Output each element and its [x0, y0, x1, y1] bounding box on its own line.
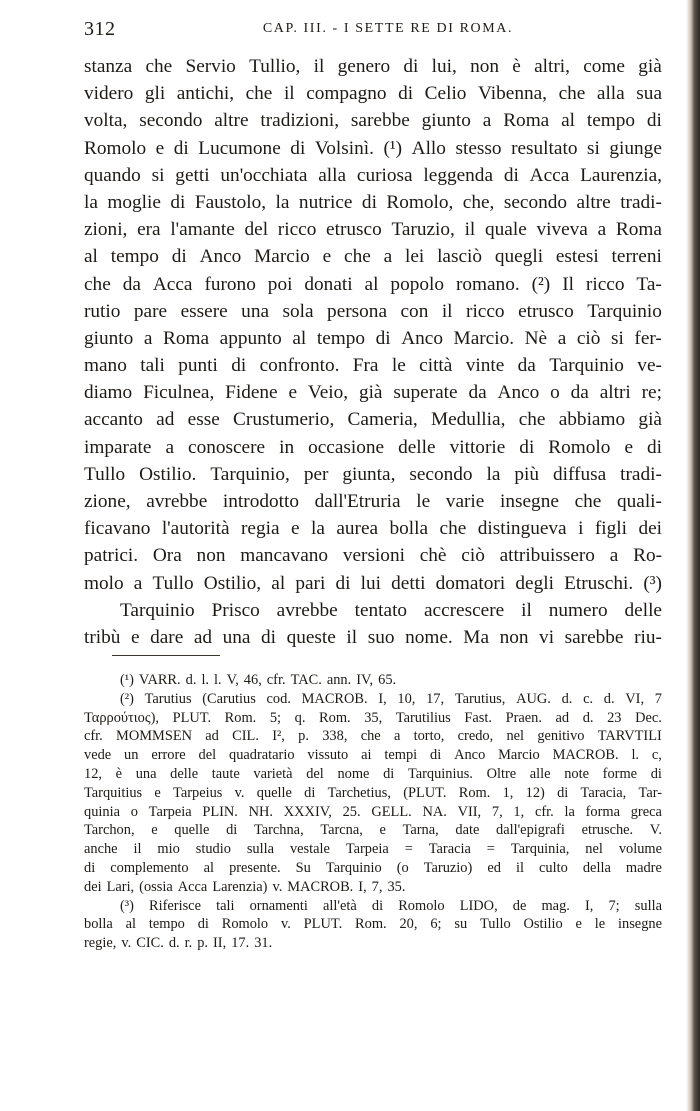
- body-line: quando si getti un'occhiata alla curiosa leggenda di Acca Laurenzia,: [84, 164, 662, 186]
- body-line: imparate a conoscere in occasione delle vittorie di Romolo e di: [84, 436, 662, 458]
- body-line: videro gli antichi, che il compagno di Celio Vibenna, che alla sua: [84, 83, 662, 105]
- body-line: tribù e dare ad una di queste il suo nome. Ma non vi sarebbe riu-: [84, 626, 662, 648]
- footnote-line: 12, è una delle taute varietà del nome di Tarquinius. Oltre alle note forme di: [84, 765, 662, 782]
- body-line: zioni, era l'amante del ricco etrusco Taruzio, il quale viveva a Roma: [84, 219, 662, 241]
- body-line: Romolo e di Lucumone di Volsinì. (¹) Allo stesso resultato si giunge: [84, 137, 662, 159]
- footnote-line: Tarchon, e quelle di Tarchna, Tarcna, e Tarna, date dall'epigrafi etrusche. V.: [84, 822, 662, 839]
- body-line: giunto a Roma appunto al tempo di Anco Marcio. Nè a ciò si fer-: [84, 327, 662, 349]
- footnote-line: vede un errore del quadratario vissuto ai tempi di Anco Marcio MACROB. l. c,: [84, 747, 662, 764]
- footnote-line: anche il mio studio sulla vestale Tarpeia = Taracia = Tarquinia, nel volume: [84, 841, 662, 858]
- body-line: ficavano l'autorità regia e la aurea bolla che distingueva i figli dei: [84, 518, 662, 540]
- footnote-line: (³) Riferisce tali ornamenti all'età di Romolo LIDO, de mag. I, 7; sulla: [120, 897, 662, 914]
- footnote-line: (¹) VARR. d. l. l. V, 46, cfr. TAC. ann. IV, 65.: [120, 672, 397, 688]
- footnote-line: di complemento al presente. Su Tarquinio (o Taruzio) ed il culto della madre: [84, 859, 662, 876]
- page-number: 312: [84, 18, 116, 40]
- body-line: che da Acca furono poi donati al popolo romano. (²) Il ricco Ta-: [84, 273, 662, 295]
- footnote-line: bolla al tempo di Romolo v. PLUT. Rom. 20, 6; su Tullo Ostilio e le insegne: [84, 916, 662, 933]
- footnotes: [84, 671, 662, 953]
- footnote-line: quinia o Tarpeia PLIN. NH. XXXIV, 25. GELL. NA. VII, 7, 1, cfr. la forma greca: [84, 803, 662, 820]
- body-line: patrici. Ora non mancavano versioni chè ciò attribuissero a Ro-: [84, 545, 662, 567]
- footnote-separator: [112, 655, 220, 656]
- footnote-line: regie, v. CIC. d. r. p. II, 17. 31.: [84, 935, 273, 952]
- body-line: diamo Ficulnea, Fidene e Veio, già superate da Anco o da altri re;: [84, 382, 662, 404]
- body-line: zione, avrebbe introdotto dall'Etruria le varie insegne che quali-: [84, 491, 662, 512]
- body-line: stanza che Servio Tullio, il genero di lui, non è altri, come già: [84, 56, 662, 77]
- footnote-line: cfr. MOMMSEN ad CIL. I², p. 338, che a torto, credo, nel genitivo TARVTILI: [84, 728, 662, 745]
- footnote-line: dei Lari, (ossia Acca Larenzia) v. MACROB. I, 7, 35.: [84, 878, 406, 895]
- body-line: molo a Tullo Ostilio, al pari di lui detti domatori degli Etruschi. (³): [84, 572, 662, 594]
- main-text: [84, 53, 662, 651]
- body-line: volta, secondo altre tradizioni, sarebbe giunto a Roma al tempo di: [84, 110, 662, 132]
- page-edge-shadow: [686, 0, 700, 1111]
- footnote-line: (²) Tarutius (Carutius cod. MACROB. I, 10, 17, Tarutius, AUG. d. c. d. VI, 7: [120, 690, 662, 707]
- body-line: Tullo Ostilio. Tarquinio, per giunta, secondo la più diffusa tradi-: [84, 463, 662, 485]
- body-line: mano tali punti di confronto. Fra le città vinte da Tarquinio ve-: [84, 355, 662, 377]
- page-header: [84, 18, 662, 42]
- body-line: rutio pare essere una sola persona con il ricco etrusco Tarquinio: [84, 300, 662, 322]
- body-line: al tempo di Anco Marcio e che a lei lasciò quegli estesi terreni: [84, 246, 662, 268]
- body-line: la moglie di Faustolo, la nutrice di Romolo, che, secondo altre tradi-: [84, 191, 662, 213]
- running-title: CAP. III. - I SETTE RE DI ROMA.: [262, 21, 514, 36]
- body-line: Tarquinio Prisco avrebbe tentato accrescere il numero delle: [120, 599, 662, 621]
- footnote-line: Tarquitius e Tarpeius v. quelle di Tarchetius, (PLUT. Rom. 1, 12) di Taracia, Tar-: [84, 784, 662, 801]
- footnote-line: Ταρρούτιος), PLUT. Rom. 5; q. Rom. 35, Tarutilius Fast. Praen. ad d. 23 Dec.: [84, 709, 662, 726]
- body-line: accanto ad esse Crustumerio, Cameria, Medullia, che abbiamo già: [84, 409, 662, 431]
